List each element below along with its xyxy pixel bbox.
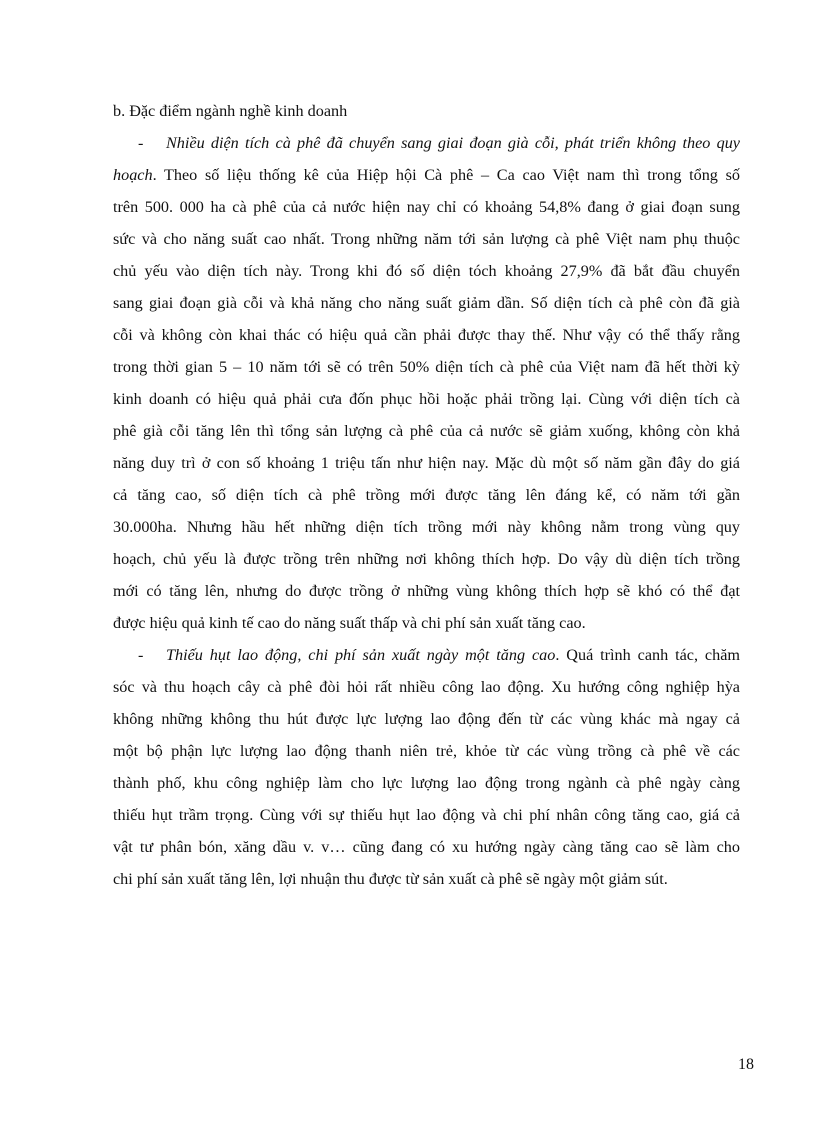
paragraph-1-line: cả tăng cao, số diện tích cà phê trồng mới được tăng lên đáng kể, có năm tới gần xyxy=(113,486,740,504)
paragraph-1-line: 30.000ha. Nhưng hầu hết những diện tích trồng mới này không nằm trong vùng quy xyxy=(113,518,740,536)
paragraph-1-title: Nhiều diện tích cà phê đã chuyển sang giai đoạn già cỗi, phát triển không theo quy xyxy=(166,134,740,152)
paragraph-1-line: hoạch, chủ yếu là được trồng trên những nơi không thích hợp. Do vậy dù diện tích trồng xyxy=(113,550,740,568)
paragraph-1-line: trên 500. 000 ha cà phê của cả nước hiện nay chỉ có khoảng 54,8% đang ở giai đoạn sung xyxy=(113,198,740,216)
paragraph-1-line: phê già cỗi tăng lên thì tổng sản lượng cà phê của cả nước sẽ giảm xuống, không còn khả xyxy=(113,422,740,440)
paragraph-1-title-line xyxy=(113,132,740,154)
page-number: 18 xyxy=(738,1056,754,1073)
paragraph-2-line: vật tư phân bón, xăng dầu v. v… cũng đang có xu hướng ngày càng tăng cao sẽ làm cho xyxy=(113,838,740,856)
paragraph-2-line: sóc và thu hoạch cây cà phê đòi hỏi rất nhiều công lao động. Xu hướng công nghiệp hỳa xyxy=(113,678,740,696)
paragraph-2-line: một bộ phận lực lượng lao động thanh niên trẻ, khỏe từ các vùng trồng cà phê về các xyxy=(113,742,740,760)
paragraph-2-title: Thiếu hụt lao động, chi phí sản xuất ngày một tăng cao xyxy=(166,646,556,664)
paragraph-2-title-rest: . Quá trình canh tác, chăm xyxy=(555,646,740,664)
bullet-dash: - xyxy=(138,134,144,152)
paragraph-2-line: thành phố, khu công nghiệp làm cho lực lượng lao động trong ngành cà phê ngày càng xyxy=(113,774,740,792)
section-heading: b. Đặc điểm ngành nghề kinh doanh xyxy=(113,102,348,120)
paragraph-1-line: chủ yếu vào diện tích này. Trong khi đó số diện tóch khoảng 27,9% đã bắt đầu chuyển xyxy=(113,262,740,280)
paragraph-1-last-line: được hiệu quả kinh tế cao do năng suất thấp và chi phí sản xuất tăng cao. xyxy=(113,614,586,632)
paragraph-1-title-end: hoạch xyxy=(113,166,153,184)
paragraph-2-line: thiếu hụt trầm trọng. Cùng với sự thiếu hụt lao động và chi phí nhân công tăng cao, giá cả xyxy=(113,806,740,824)
paragraph-1-line xyxy=(113,164,740,186)
paragraph-1-line: sức và cho năng suất cao nhất. Trong những năm tới sản lượng cà phê Việt nam phụ thuộc xyxy=(113,230,740,248)
paragraph-1-line: trong thời gian 5 – 10 năm tới sẽ có trên 50% diện tích cà phê của Việt nam đã hết thời kỳ xyxy=(113,358,740,376)
paragraph-2-line: không những không thu hút được lực lượng lao động đến từ các vùng khác mà ngay cả xyxy=(113,710,740,728)
bullet-dash: - xyxy=(138,646,144,664)
paragraph-1-line: kinh doanh có hiệu quả phải cưa đốn phục hồi hoặc phải trồng lại. Cùng với diện tích cà xyxy=(113,390,740,408)
paragraph-1-line: sang giai đoạn già cỗi và khả năng cho năng suất giảm dần. Số diện tích cà phê còn đã già xyxy=(113,294,740,312)
paragraph-2-title-line xyxy=(113,644,740,666)
paragraph-1-line: cỗi và không còn khai thác có hiệu quả cần phải được thay thế. Như vậy có thể thấy rằng xyxy=(113,326,740,344)
paragraph-2-last-line: chi phí sản xuất tăng lên, lợi nhuận thu được từ sản xuất cà phê sẽ ngày một giảm sút. xyxy=(113,870,668,888)
paragraph-1-line: năng duy trì ở con số khoảng 1 triệu tấn như hiện nay. Mặc dù một số năm gần đây do giá xyxy=(113,454,740,472)
paragraph-1-text: . Theo số liệu thống kê của Hiệp hội Cà phê – Ca cao Việt nam thì trong tổng số xyxy=(152,166,740,184)
paragraph-1-line: mới có tăng lên, nhưng do được trồng ở những vùng không thích hợp sẽ khó có thể đạt xyxy=(113,582,740,600)
